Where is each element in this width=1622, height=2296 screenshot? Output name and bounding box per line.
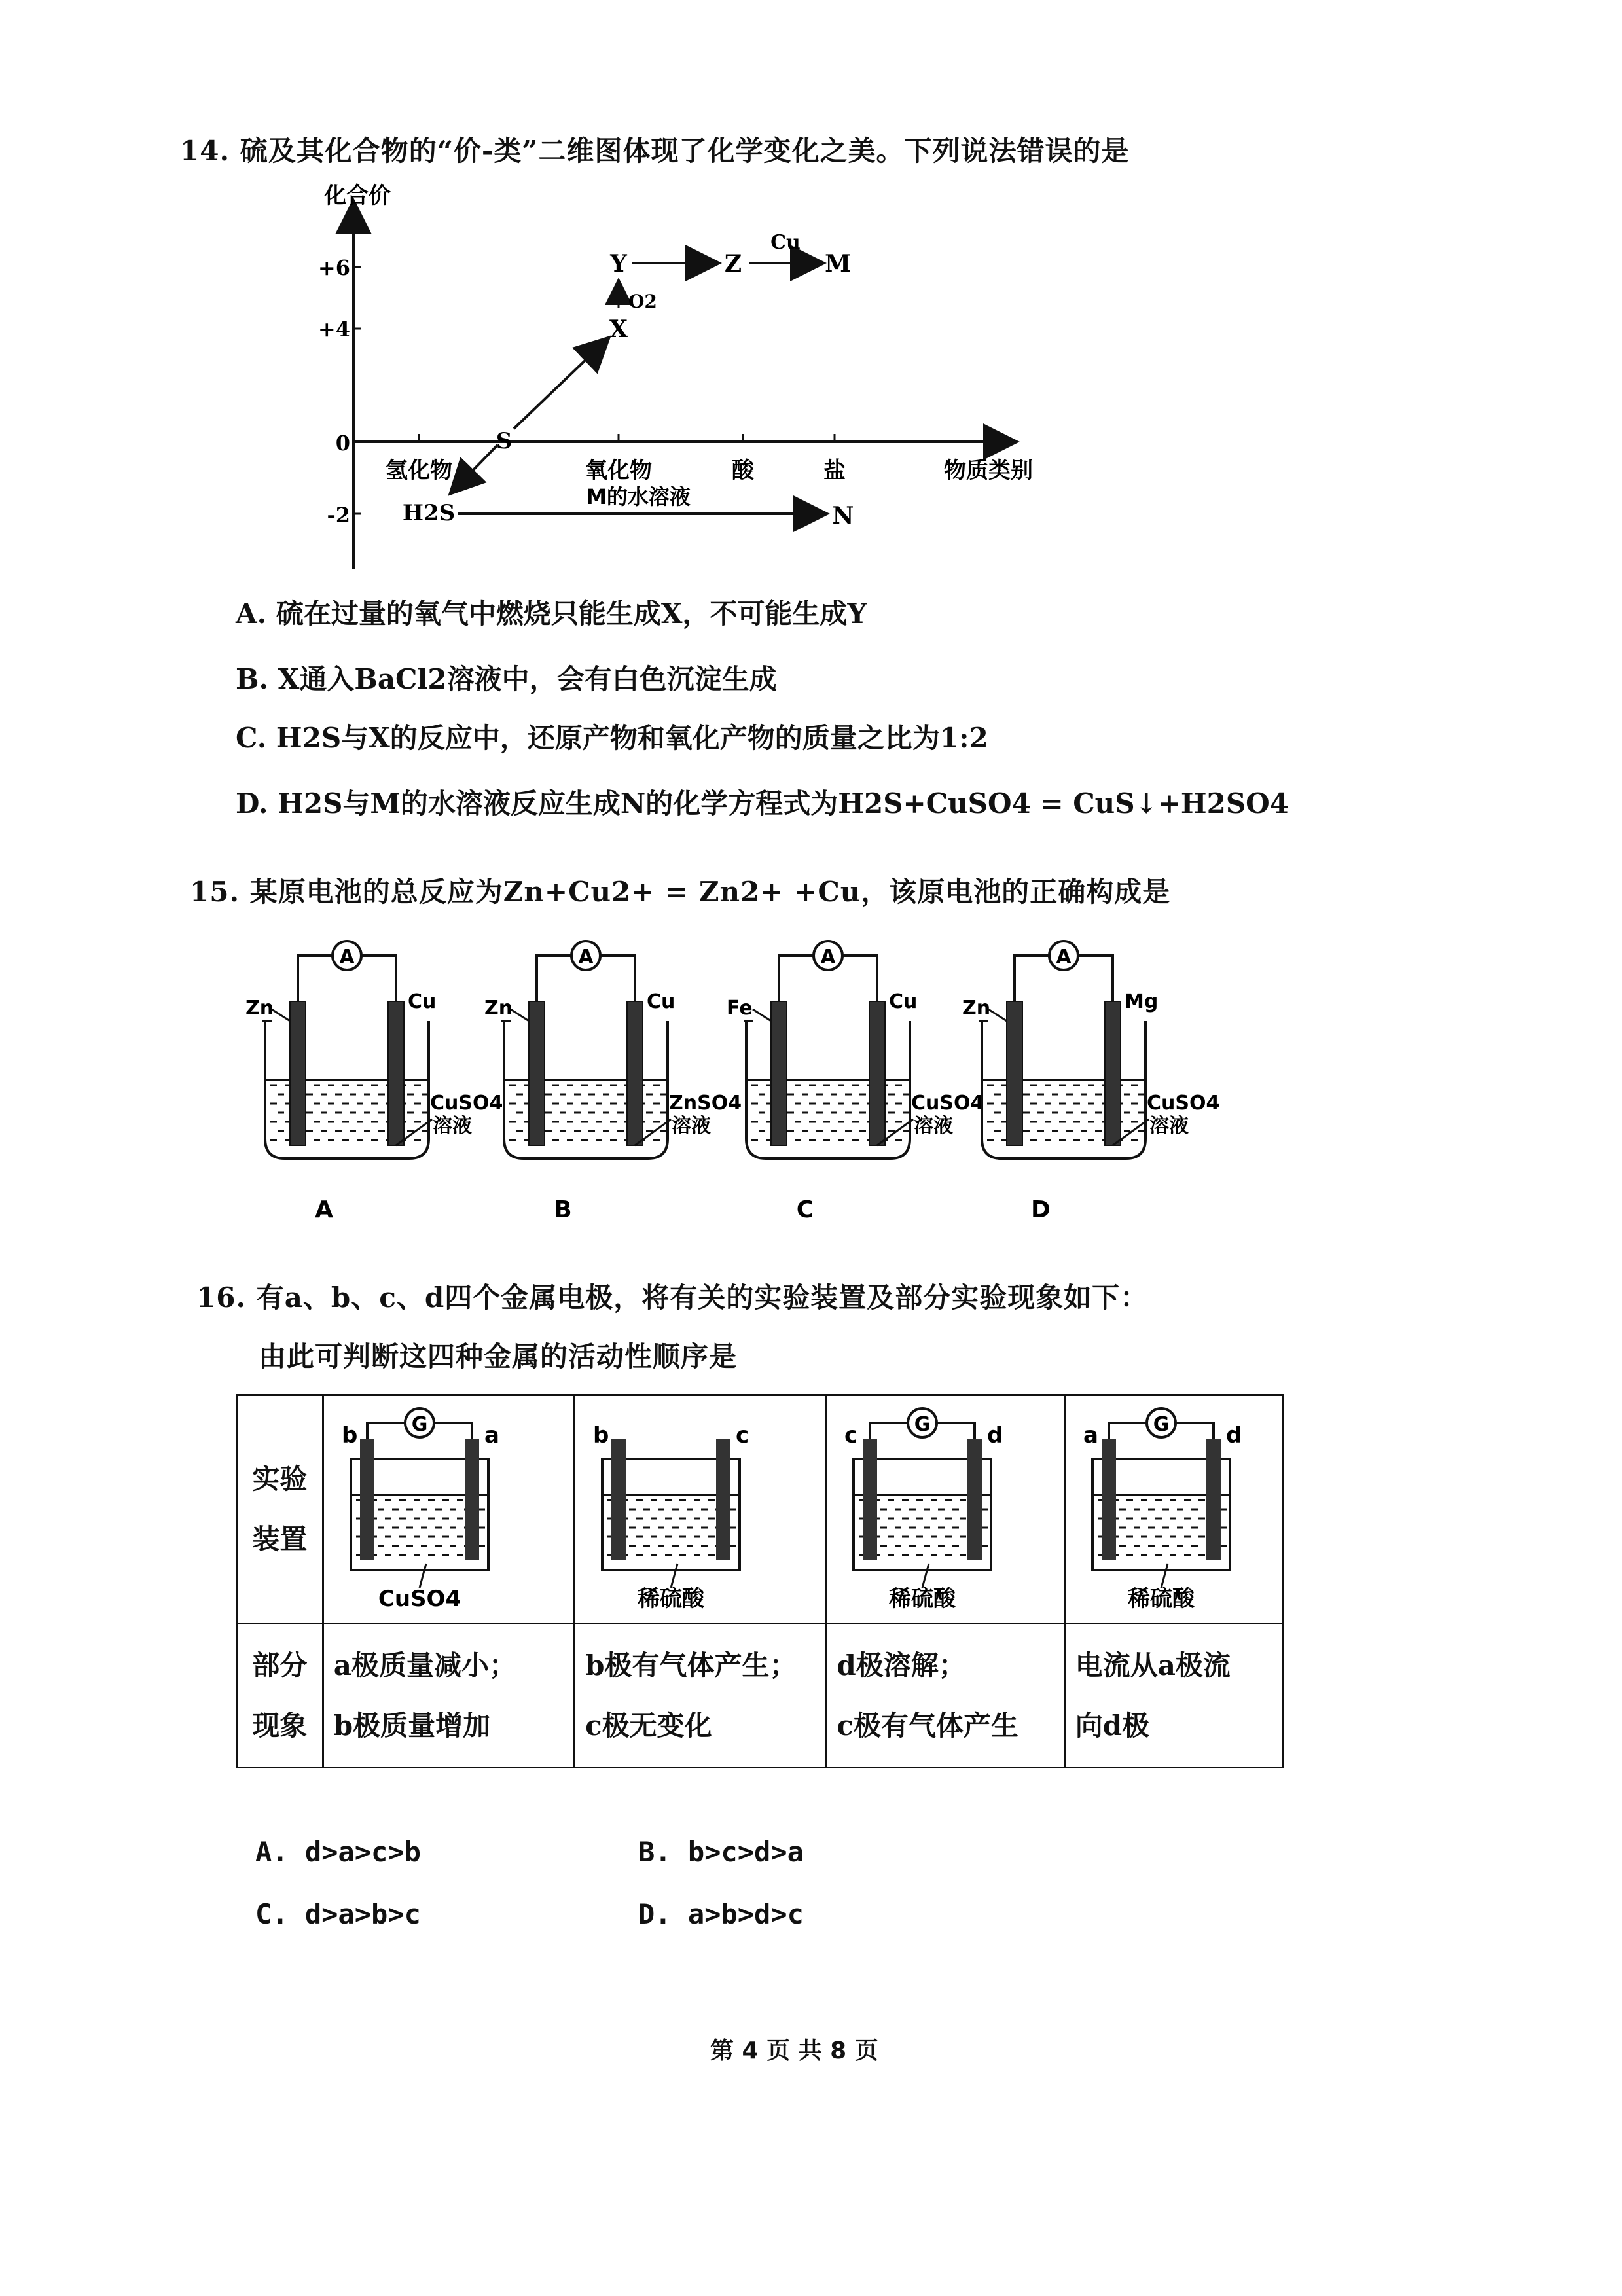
q14-option-c: C. H2S与X的反应中，还原产物和氧化产物的质量之比为1:2 — [236, 722, 988, 754]
solution-label: CuSO4 — [911, 1092, 984, 1115]
electrode-right-label: d — [987, 1422, 1003, 1448]
solution-label-2: 溶液 — [672, 1115, 711, 1138]
solution-label: CuSO4 — [430, 1092, 503, 1115]
q15-cell-D — [956, 923, 1220, 1224]
label-M-solution: M的水溶液 — [586, 484, 691, 509]
ammeter-label: A — [1056, 946, 1072, 969]
cell-letter: A — [315, 1196, 333, 1223]
q15-cell-A — [239, 923, 503, 1224]
galvanometer-label: G — [914, 1413, 931, 1436]
label-Cu: Cu — [770, 231, 801, 254]
setup-diagram-2 — [576, 1397, 823, 1619]
electrode-left-label: b — [341, 1422, 358, 1448]
ammeter-label: A — [339, 946, 355, 969]
ytick-minus2: -2 — [327, 503, 350, 528]
q16-option-d: D. a>b>d>c — [638, 1898, 804, 1930]
q14-valence-class-chart — [288, 183, 1060, 583]
electrode-left-label: a — [1083, 1422, 1098, 1448]
electrode-left-label: Zn — [245, 997, 274, 1020]
row-label-setup: 实验 装置 — [237, 1395, 323, 1624]
electrode-right — [869, 1001, 885, 1145]
solution-label: 稀硫酸 — [1127, 1586, 1195, 1612]
cell-letter: C — [796, 1196, 814, 1223]
x-axis-label: 物质类别 — [944, 457, 1033, 484]
node-S: S — [496, 428, 513, 454]
phenomena-cell-2: b极有气体产生； c极无变化 — [575, 1624, 826, 1768]
q16-option-c: C. d>a>b>c — [255, 1898, 421, 1930]
electrode-left — [1007, 1001, 1022, 1145]
electrode-right — [967, 1439, 982, 1560]
electrode-left — [771, 1001, 787, 1145]
electrode-left-label: Zn — [962, 997, 991, 1020]
electrode-right-label: d — [1225, 1422, 1242, 1448]
electrode-right — [465, 1439, 479, 1560]
cell-letter: D — [1031, 1196, 1051, 1223]
electrode-right-label: Cu — [889, 990, 918, 1013]
node-N: N — [832, 502, 854, 529]
q16-option-a: A. d>a>c>b — [255, 1836, 421, 1868]
solution-label-2: 溶液 — [433, 1115, 472, 1138]
setup-cell-1 — [323, 1395, 574, 1624]
label-O2: O2 — [628, 291, 657, 312]
electrode-left — [529, 1001, 545, 1145]
electrode-right-label: c — [736, 1422, 749, 1448]
node-H2S: H2S — [402, 500, 456, 526]
setup-diagram-1 — [325, 1397, 572, 1619]
ytick-plus6: +6 — [317, 255, 350, 280]
electrode-left — [611, 1439, 626, 1560]
solution-label: 稀硫酸 — [889, 1586, 956, 1612]
electrode-right — [627, 1001, 643, 1145]
electrode-right — [1105, 1001, 1121, 1145]
electrode-left — [863, 1439, 877, 1560]
arrow-S-to-H2S — [452, 445, 497, 492]
xcat-hydride: 氢化物 — [386, 457, 452, 484]
electrode-left-label: c — [844, 1422, 858, 1448]
ammeter-label: A — [578, 946, 594, 969]
phenomena-cell-4: 电流从a极流 向d极 — [1064, 1624, 1283, 1768]
q16-experiment-table — [236, 1394, 1284, 1768]
galvanometer-label: G — [411, 1413, 428, 1436]
node-Y: Y — [610, 250, 627, 278]
cell-letter: B — [554, 1196, 572, 1223]
q14-stem: 14. 硫及其化合物的“价-类”二维图体现了化学变化之美。下列说法错误的是 — [180, 135, 1130, 167]
phenomena-cell-3: d极溶解； c极有气体产生 — [826, 1624, 1064, 1768]
solution-label: CuSO4 — [378, 1586, 461, 1612]
row-label-phenomena: 部分 现象 — [237, 1624, 323, 1768]
node-M: M — [825, 250, 851, 278]
page-footer: 第 4 页 共 8 页 — [710, 2037, 878, 2064]
q15-stem: 15. 某原电池的总反应为Zn+Cu2+ = Zn2+ +Cu，该原电池的正确构成是 — [190, 876, 1171, 908]
xcat-salt: 盐 — [823, 457, 846, 484]
electrode-right-label: a — [484, 1422, 499, 1448]
q16-option-b: B. b>c>d>a — [638, 1836, 804, 1868]
arrow-S-to-X — [514, 339, 607, 429]
solution-label: ZnSO4 — [669, 1092, 742, 1115]
electrode-right — [1206, 1439, 1221, 1560]
q16-stem-1: 16. 有a、b、c、d四个金属电极，将有关的实验装置及部分实验现象如下： — [196, 1282, 1149, 1314]
q14-option-d: D. H2S与M的水溶液反应生成N的化学方程式为H2S+CuSO4 = CuS↓+H2SO4 — [236, 787, 1289, 819]
q14-option-b: B. X通入BaCl2溶液中，会有白色沉淀生成 — [236, 663, 777, 695]
solution-label: 稀硫酸 — [638, 1586, 705, 1612]
y-axis-label: 化合价 — [324, 183, 391, 209]
node-X: X — [609, 315, 628, 343]
electrode-left-label: Fe — [727, 997, 753, 1020]
electrode-left-label: b — [593, 1422, 609, 1448]
electrode-left — [1102, 1439, 1116, 1560]
solution-label-2: 溶液 — [914, 1115, 953, 1138]
xcat-acid: 酸 — [732, 457, 754, 484]
solution-label: CuSO4 — [1147, 1092, 1220, 1115]
node-Z: Z — [724, 250, 742, 278]
ammeter-label: A — [820, 946, 836, 969]
setup-cell-4 — [1064, 1395, 1283, 1624]
electrode-left — [360, 1439, 374, 1560]
ytick-zero: 0 — [335, 431, 350, 456]
galvanometer-label: G — [1153, 1413, 1169, 1436]
phenomena-cell-1: a极质量减小； b极质量增加 — [323, 1624, 574, 1768]
q16-stem-2: 由此可判断这四种金属的活动性顺序是 — [259, 1340, 738, 1372]
electrode-left — [290, 1001, 306, 1145]
setup-diagram-3 — [827, 1397, 1062, 1619]
q14-option-a: A. 硫在过量的氧气中燃烧只能生成X，不可能生成Y — [236, 598, 867, 630]
setup-cell-3 — [826, 1395, 1064, 1624]
electrode-left-label: Zn — [484, 997, 513, 1020]
setup-cell-2 — [575, 1395, 826, 1624]
ytick-plus4: +4 — [317, 317, 350, 342]
setup-diagram-4 — [1066, 1397, 1281, 1619]
electrode-right — [388, 1001, 404, 1145]
xcat-oxide: 氧化物 — [585, 457, 652, 484]
solution-label-2: 溶液 — [1149, 1115, 1189, 1138]
electrode-right-label: Mg — [1125, 990, 1159, 1013]
electrode-right — [716, 1439, 730, 1560]
electrode-right-label: Cu — [647, 990, 676, 1013]
electrode-right-label: Cu — [408, 990, 437, 1013]
